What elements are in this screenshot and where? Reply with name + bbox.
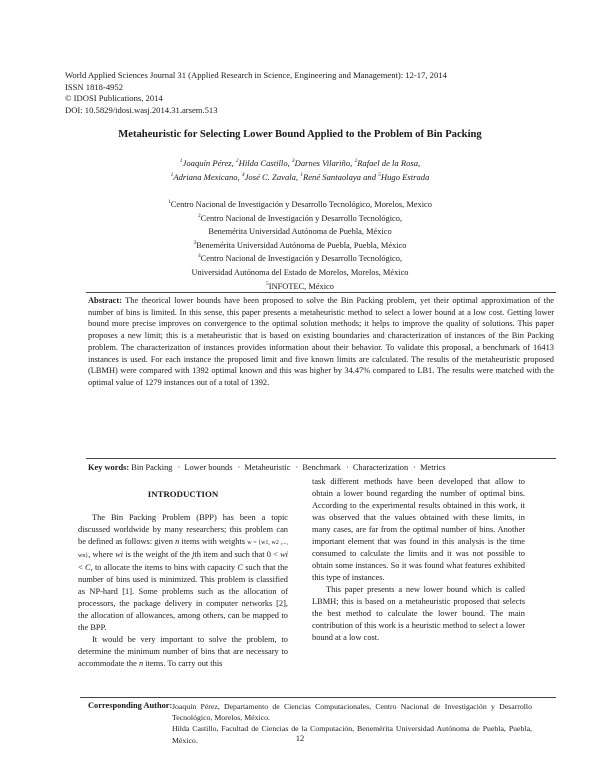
affiliation: $^1$Centro Nacional de Investigación y Desarrollo Tecnológico, Morelos, Mexico [168, 199, 432, 209]
author-line-1: $^1$Joaquín Pérez, $^2$Hilda Castillo, $^3$Darnes Vilariño, $^2$Rafael de la Rosa, [179, 158, 421, 168]
author: Hugo Estrada [380, 171, 430, 182]
corresponding-author-2: Hilda Castillo, Facultad de Ciencias de la Computación, Benemérita Universidad Autónoma de Puebla, Puebla, México. [172, 724, 532, 745]
corresponding-author-1: Joaquín Pérez, Departamento de Ciencias Computacionales, Centro Nacional de Investigación y Desarrollo Tecnológico, Morelos, México. [172, 702, 532, 723]
left-column [78, 488, 288, 670]
keyword: Bin Packing [131, 463, 173, 472]
abstract [88, 295, 554, 389]
affiliation-list [0, 198, 600, 293]
author: Hilda Castillo, [238, 158, 292, 168]
author-list [0, 157, 600, 184]
abstract-top-rule [86, 292, 556, 293]
intro-paragraph-4: This paper presents a new lower bound which is called LBMH; this is based on a metaheuristic proposed that selects the best method to calculate the lower bound. The main contribution of this work is a heuristic method to select a lower bound at a low cost. [312, 585, 525, 642]
right-column [312, 476, 525, 644]
author-line-2: $^1$Adriana Mexicano, $^4$José C. Zavala, $^1$René Santaolaya and $^5$Hugo Estrada [170, 171, 430, 182]
footnote-rule [80, 697, 556, 698]
section-heading: INTRODUCTION [147, 489, 219, 499]
keyword: Metaheuristic [244, 463, 291, 472]
issn: ISSN 1818-4952 [65, 81, 124, 92]
affiliation: $^3$Benemérita Universidad Autónoma de Puebla, Puebla, México [193, 239, 407, 250]
abstract-text: The theorical lower bounds have been proposed to solve the Bin Packing problem, yet their optimal approximation of the number of bins is limited. In this sense, this paper presents a metaheuristic method to select a lower bound at a low cost. Getting lower bound more precise improves on convergence to the optimal solution methods; it helps to improve the quality of solutions. This paper proposes a new limit; this is a metaheuristic that is based on existing boundaries and characterization of instances of the Bin Packing problem. The characterization of instances provides information about their behavior. To validate this proposal, a benchmark of 16413 instances is used. For each instance the proposed limit and five known limits are calculated. The results of the metaheuristic proposed (LBMH) were compared with 1392 optimal known and this was higher by 34.47% compared to LB1. The results were matched with the optimal value of 1279 instances out of a total of 1392. [88, 296, 554, 387]
author: Rafael de la Rosa, [357, 158, 421, 168]
corresponding-author-label: Corresponding Author: [88, 701, 173, 710]
keywords: Key words: Bin Packing · Lower bounds · Metaheuristic · Benchmark · Characterization · Metrics [88, 463, 446, 472]
intro-paragraph-1: The Bin Packing Problem (BPP) has been a topic discussed worldwide by many researchers; this problem can be defined as follows: given n items with weights w = {w1, w2 ,..., wn}, where wi is the weight of the jth item and such that 0 < wi < C, to allocate the items to bins with capacity C such that the number of bins used is minimized. This problem is classified as NP-hard [1]. Some problems such as the allocation of processors, the package delivery in computer networks [2], the allocation of allowances, among others, can be mapped to the BPP. [78, 513, 289, 632]
affiliation: $^4$Centro Nacional de Investigación y Desarrollo Tecnológico, [197, 253, 403, 264]
author: René Santaolaya and [302, 171, 379, 182]
keyword: Metrics [420, 463, 446, 472]
abstract-bottom-rule [86, 458, 556, 459]
affiliation: Universidad Autónoma del Estado de Morelos, Morelos, México [191, 267, 409, 277]
affiliation: $^2$Centro Nacional de Investigación y Desarrollo Tecnológico, [197, 212, 403, 223]
paper-title: Metaheuristic for Selecting Lower Bound Applied to the Problem of Bin Packing [118, 129, 482, 140]
keywords-label: Key words: [88, 463, 130, 472]
keyword: Benchmark [302, 463, 341, 472]
keyword: Characterization [352, 463, 409, 472]
author: Adriana Mexicano, [173, 171, 242, 182]
author: Joaquín Pérez, [182, 158, 236, 168]
author: José C. Zavala, [244, 171, 301, 182]
author: Darnes Vilariño, [294, 158, 355, 168]
keyword: Lower bounds [184, 463, 233, 472]
doi: DOI: 10.5829/idosi.wasj.2014.31.arsem.513 [65, 104, 218, 115]
journal-header [65, 70, 447, 116]
intro-paragraph-2: It would be very important to solve the problem, to determine the minimum number of bins that are necessary to accommodate the n items. To carry out this [78, 635, 288, 668]
intro-paragraph-3: task different methods have been developed that allow to obtain a lower bound regarding the number of optimal bins. According to the experimental results obtained in this work, it was observed that the values obtained with these limits, in many cases, are far from the optimal number of bins. Another important element that was found in this analysis is the time consumed to calculate the limits and it was not possible to obtain some instances. So it was found what features exhibited this type of instances. [312, 477, 525, 582]
copyright: © IDOSI Publications, 2014 [65, 93, 163, 104]
journal-citation: World Applied Sciences Journal 31 (Applied Research in Science, Engineering and Management): 12-17, 2014 [65, 70, 447, 80]
affiliation: Benemérita Universidad Autónoma de Puebla, México [208, 227, 392, 237]
affiliation: $^5$INFOTEC, México [266, 280, 334, 291]
page-number: 12 [295, 733, 305, 743]
abstract-label: Abstract: [88, 296, 122, 305]
